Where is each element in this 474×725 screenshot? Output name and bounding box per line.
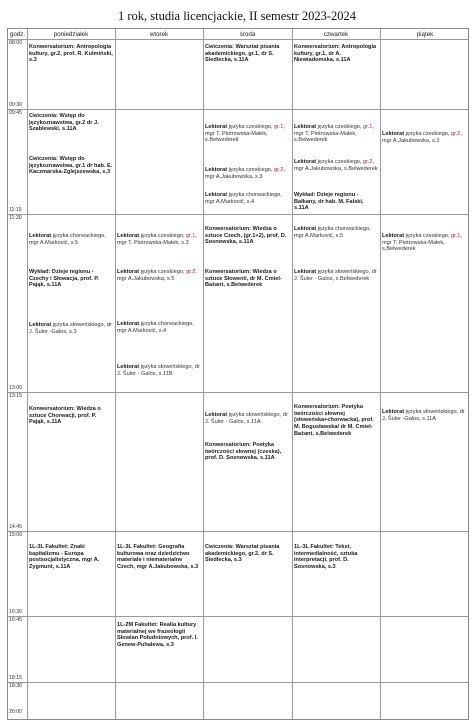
class-entry: Ćwiczenia: Warsztat pisania akademickiego, gr.2, dr S. Siedlecka, s.3	[205, 544, 280, 564]
page-title: 1 rok, studia licencjackie, II semestr 2023-2024	[117, 9, 357, 23]
class-entry: 1L-2M Fakultet: Realia kultury materialnej we frazeologii Słowian Południowych, prof. I. Genew-Puhalewa, s.3	[117, 622, 198, 649]
class-entry: Lektorat języka czeskiego, gr.1, mgr T. Piotrowska-Małek, s.Belwederek	[294, 124, 374, 144]
header-friday: piątek	[416, 31, 434, 38]
class-entry: Lektorat języka słoweńskiego, dr J. Šuler - Galos, s.11A	[205, 412, 288, 425]
time-label: 08:00	[9, 40, 22, 46]
time-label: 16:30	[9, 609, 22, 615]
time-label: 11:15	[9, 207, 22, 213]
class-entry: Ćwiczenia: Wstęp do językoznawstwa, gr.1 dr hab. E. Kaczmarska-Zglejszewska, s.3	[29, 156, 113, 176]
class-entry: Ćwiczenia: Wstęp do językoznawstwa, gr.2 dr J. Szablewski, s.11A	[29, 113, 99, 133]
header-tuesday: wtorek	[149, 31, 169, 38]
class-entry: Lektorat języka czeskiego, gr.2, mgr A.Jakubowska, s.3	[205, 167, 285, 180]
class-entry: Lektorat języka czeskiego, gr.2, mgr A.Jakubowska, s.Belwederek	[294, 159, 378, 172]
class-entry: 1L-3L Fakultet: Geografia kulturowa oraz dziedzictwo materiale i niematerialne Czech, mgr A.Jakubowska, s.3	[117, 544, 199, 571]
class-entry: Lektorat języka słoweńskiego, dr J. Šuler -Galos, s.3	[29, 322, 112, 335]
class-entry: Lektorat języka chorwackiego, mgr A.Marković, s.5	[29, 233, 106, 246]
class-entry: Konwersatorium: Antropologia kultury, gr.1, dr A. Niewiadomska, s.11A	[294, 44, 377, 64]
time-label: 11:30	[9, 215, 22, 221]
header-monday: poniedziałek	[53, 31, 89, 38]
class-entry: Wykład: Dzieje regionu - Czechy i Słowacja, prof. P. Pająk, s.11A	[29, 269, 99, 289]
timetable-grid	[7, 28, 469, 720]
class-entry: Konwersatorium: Wiedza o sztuce Słowenii, dr M. Cmiel-Bażant, s.Belwederek	[205, 269, 282, 289]
time-label: 18:30	[9, 683, 22, 689]
header-wednesday: środa	[239, 31, 256, 38]
time-label: 09:45	[9, 110, 22, 116]
class-entry: Konwersatorium: Poetyka twórczości słownej (słoweńska+chorwacka), prof. M. Bogusławska/ dr M. Cmiel-Bażant, s.Belwederek	[294, 404, 374, 437]
class-entry: Lektorat języka chorwackiego, mgr A.Marković, s.5	[294, 226, 371, 239]
class-entry: Lektorat języka czeskiego, gr.2, mgr A.Jakubowska, s.5	[117, 269, 197, 282]
time-label: 16:45	[9, 617, 22, 623]
class-entry: Lektorat języka słoweńskiego, dr J. Šuler - Galos, s.Belwederek	[294, 269, 377, 282]
class-entry: Lektorat języka czeskiego, gr.2, mgr A.Jakubowska, s.3	[382, 131, 462, 144]
time-label: 13:00	[9, 385, 22, 391]
class-entry: Ćwiczenia: Warsztat pisania akademickiego, gr.1, dr S. Siedlecka, s.11A	[205, 44, 280, 64]
class-entry: Lektorat języka czeskiego, gr.1, mgr T. Piotrowska-Małek, s.3	[117, 233, 197, 246]
class-entry: Lektorat języka czeskiego, gr.1, mgr T. Piotrowska-Małek, s.Belwederek	[382, 233, 462, 253]
class-entry: Lektorat języka słoweńskiego, dr J. Šuler - Galos, s.11B	[117, 364, 200, 377]
time-label: 14:45	[9, 524, 22, 530]
class-entry: Konwersatorium: Antropologia kultury, gr.2, prof. R. Kulmiński, s.3	[29, 44, 113, 64]
class-entry: Konwersatorium: Wiedza o sztuce Czech, (gr.1+2), prof. D. Sosnowska, s.11A	[205, 226, 287, 246]
class-entry: Lektorat języka chorwackiego, mgr A.Marković, s.4	[205, 192, 282, 205]
class-entry: Lektorat języka chorwackiego, mgr A.Marković, s.4	[117, 321, 194, 334]
class-entry: Konwersatorium: Poetyka twórczości słownej (czeska), prof. D. Sosnowska, s.11A	[205, 442, 282, 462]
header-time: godz.	[9, 31, 26, 38]
time-label: 09:30	[9, 102, 22, 108]
time-label: 15:00	[9, 532, 22, 538]
class-entry: 1L-3L Fakultet: Znaki kapitalizmu - Europa postsocjalistyczna, mgr A. Zygmunt, s.11A	[29, 544, 100, 571]
class-entry: Lektorat języka czeskiego, gr.1, mgr T. Piotrowska-Małek, s.Belwederek	[205, 124, 285, 144]
header-thursday: czwartek	[323, 31, 349, 38]
time-label: 13:15	[9, 393, 22, 399]
class-entry: Konwersatorium: Wiedza o sztuce Chorwacji, prof. P. Pająk, s.11A	[29, 406, 101, 426]
class-entry: Wykład: Dzieje regionu - Bałkany, dr hab. M. Falski, s.11A	[294, 192, 364, 212]
time-label: 18:15	[9, 675, 22, 681]
class-entry: 1L-3L Fakultet: Tekst, intermedialność, sztuka interpretacji, prof. D. Sosnowska, s.3	[294, 544, 358, 571]
class-entry: Lektorat języka słoweńskiego, dr J. Šuler -Galos, s.11A	[382, 409, 465, 422]
time-label: 20:00	[9, 709, 22, 715]
